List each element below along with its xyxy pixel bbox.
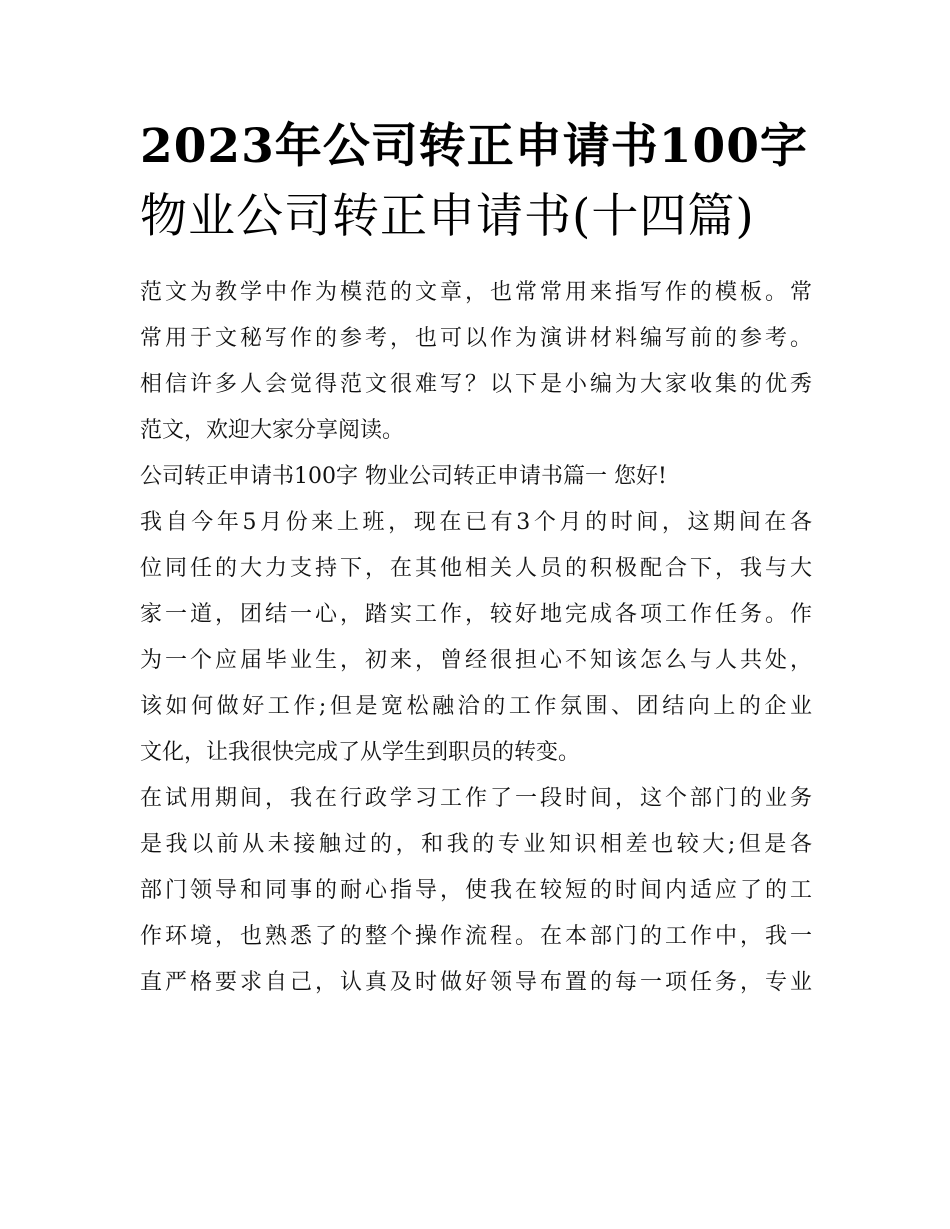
paragraph-heading	[140, 454, 812, 500]
text-line: 相信许多人会觉得范文很难写？以下是小编为大家收集的优秀	[140, 372, 812, 397]
text-line: 常用于文秘写作的参考，也可以作为演讲材料编写前的参考。	[140, 326, 812, 351]
text-line: 为一个应届毕业生，初来，曾经很担心不知该怎么与人共处，	[140, 648, 812, 673]
text-line: 在试用期间，我在行政学习工作了一段时间，这个部门的业务	[140, 786, 812, 811]
paragraph-body-2	[140, 776, 812, 1006]
title-line-1: 2023年公司转正申请书100字	[140, 119, 808, 174]
text-line: 文化，让我很快完成了从学生到职员的转变。	[140, 740, 581, 765]
text-line: 作环境，也熟悉了的整个操作流程。在本部门的工作中，我一	[140, 924, 812, 949]
text-line: 我自今年5月份来上班，现在已有3个月的时间，这期间在各	[140, 510, 812, 535]
paragraph-intro	[140, 270, 812, 454]
paragraph-body-1	[140, 500, 812, 776]
text-line: 该如何做好工作;但是宽松融洽的工作氛围、团结向上的企业	[140, 694, 812, 719]
document-body	[140, 270, 812, 1006]
text-line: 范文为教学中作为模范的文章，也常常用来指写作的模板。常	[140, 280, 812, 305]
text-line: 部门领导和同事的耐心指导，使我在较短的时间内适应了的工	[140, 878, 812, 903]
text-line: 公司转正申请书100字 物业公司转正申请书篇一 您好!	[140, 464, 667, 489]
text-line: 家一道，团结一心，踏实工作，较好地完成各项工作任务。作	[140, 602, 812, 627]
text-line: 是我以前从未接触过的，和我的专业知识相差也较大;但是各	[140, 832, 812, 857]
document-content	[140, 112, 812, 1006]
text-line: 范文，欢迎大家分享阅读。	[140, 418, 405, 443]
title-line-2: 物业公司转正申请书(十四篇)	[140, 189, 755, 244]
text-line: 直严格要求自己，认真及时做好领导布置的每一项任务，专业	[140, 970, 812, 995]
document-title	[140, 112, 812, 252]
text-line: 位同任的大力支持下，在其他相关人员的积极配合下，我与大	[140, 556, 812, 581]
